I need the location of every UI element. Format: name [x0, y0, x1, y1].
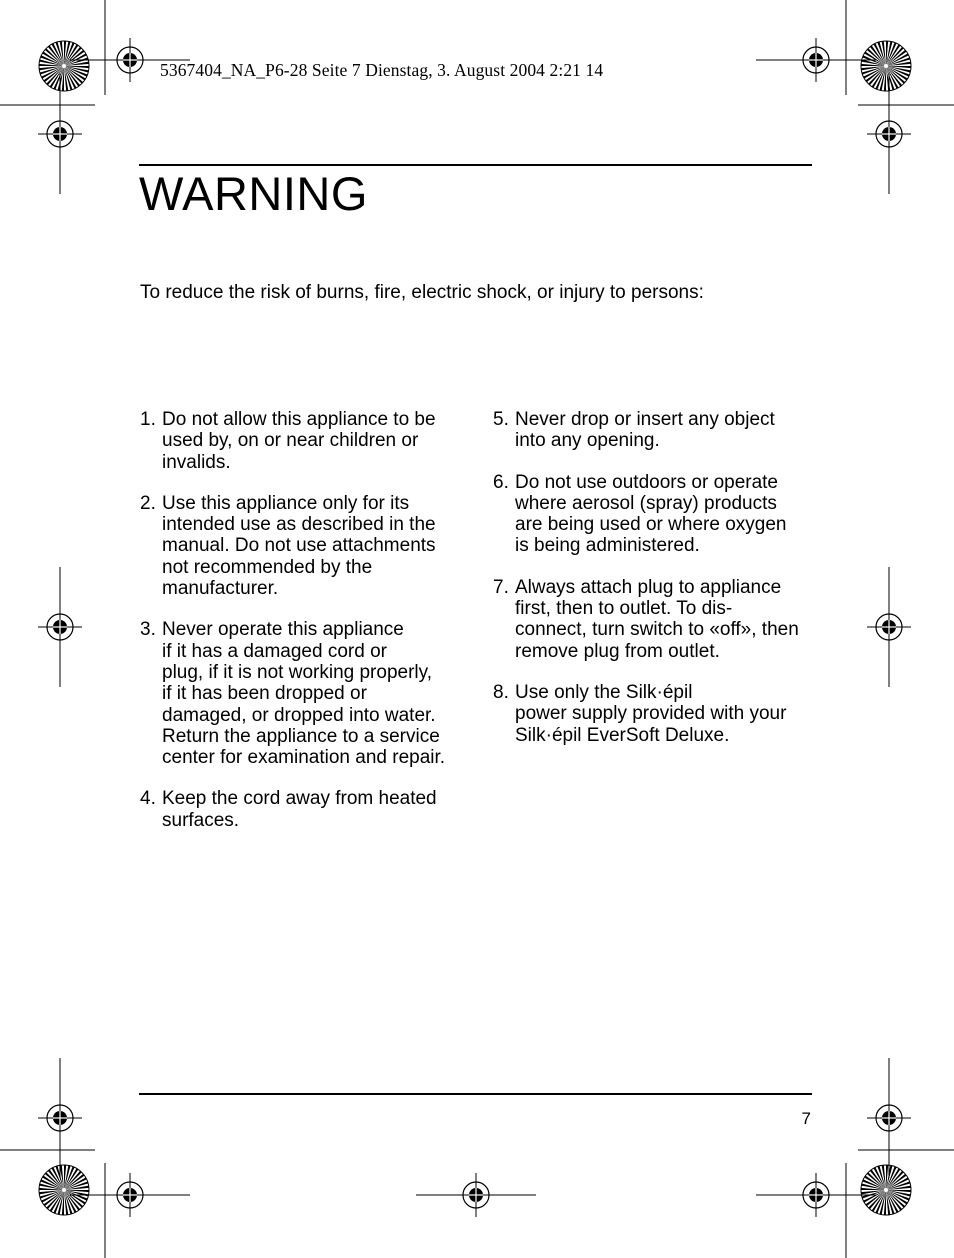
item-number: 4.: [140, 788, 156, 810]
item-text: Always attach plug to appliance first, then to outlet. To dis- connect, turn switch to «off», then remove plug from outlet.: [515, 576, 799, 662]
list-item: [493, 682, 823, 746]
registration-mark-icon: [38, 1058, 82, 1178]
item-number: 6.: [493, 471, 509, 493]
bottom-rule: [139, 1093, 812, 1095]
item-number: 2.: [140, 492, 156, 514]
registration-mark-icon: [867, 74, 911, 194]
registration-mark-icon: [416, 1173, 536, 1217]
list-item: [140, 619, 470, 768]
starburst-target-icon: [861, 41, 911, 91]
list-item: [140, 788, 470, 831]
page-number: 7: [801, 1109, 811, 1128]
item-number: 3.: [140, 619, 156, 641]
item-number: 1.: [140, 409, 156, 430]
warning-list-right: [493, 409, 823, 766]
item-text: Never operate this appliance if it has a damaged cord or plug, if it is not working properly, if it has been dropped or damaged, or dropped into water. Return the appliance to a service center for examination and repair.: [162, 619, 446, 769]
item-number: 5.: [493, 409, 509, 430]
item-number: 7.: [493, 576, 509, 598]
starburst-target-icon: [39, 1165, 89, 1215]
item-text: Never drop or insert any object into any opening.: [515, 409, 775, 452]
list-item: [493, 577, 823, 662]
item-text: Use only the Silk·épil power supply provided with your Silk·épil EverSoft Deluxe.: [515, 681, 787, 746]
registration-mark-icon: [756, 38, 876, 82]
registration-mark-icon: [867, 567, 911, 687]
item-text: Keep the cord away from heated surfaces.: [162, 788, 437, 831]
list-item: [493, 472, 823, 557]
list-item: [140, 409, 470, 473]
registration-mark-icon: [38, 74, 82, 194]
page-title: WARNING: [139, 167, 368, 220]
registration-mark-icon: [756, 1173, 876, 1217]
item-text: Use this appliance only for its intended use as described in the manual. Do not use attachments not recommended by the manufacturer.: [162, 492, 436, 600]
list-item: [140, 493, 470, 599]
starburst-target-icon: [861, 1165, 911, 1215]
registration-mark-icon: [38, 567, 82, 687]
warning-list-left: [140, 409, 470, 851]
print-slug: 5367404_NA_P6-28 Seite 7 Dienstag, 3. August 2004 2:21 14: [160, 60, 604, 80]
list-item: [493, 409, 823, 452]
intro-text: To reduce the risk of burns, fire, electric shock, or injury to persons:: [140, 282, 704, 303]
item-number: 8.: [493, 681, 509, 703]
item-text: Do not use outdoors or operate where aerosol (spray) products are being used or where oxygen is being administered.: [515, 471, 787, 557]
registration-mark-icon: [867, 1058, 911, 1178]
starburst-target-icon: [39, 41, 89, 91]
item-text: Do not allow this appliance to be used by, on or near children or invalids.: [162, 409, 436, 473]
